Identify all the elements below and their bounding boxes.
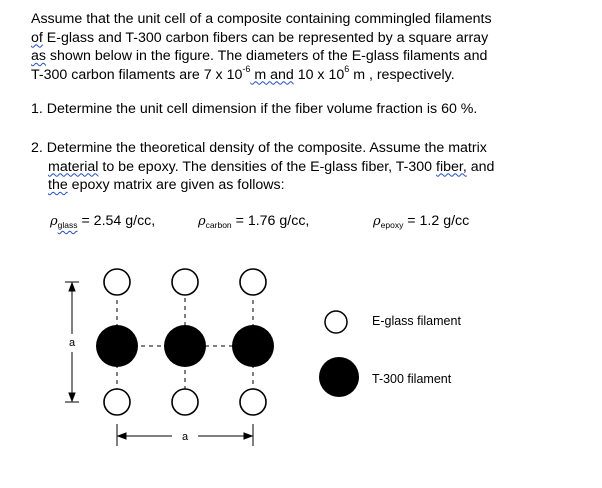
t300-filament	[96, 325, 138, 367]
legend-eglass-marker	[325, 311, 347, 333]
intro-line-3: shown below in the figure. The diameters of the E-glass filaments and	[45, 48, 488, 64]
question-2-text-1: Determine the theoretical density of the composite. Assume the matrix	[46, 140, 487, 156]
legend-eglass-label: E-glass filament	[372, 314, 461, 328]
intro-line-4a: T-300 carbon filaments are 7 x 10	[31, 66, 243, 83]
arrowhead-right-icon	[244, 433, 252, 439]
intro-word-as: as	[31, 48, 46, 64]
question-1-number: 1.	[31, 101, 43, 117]
question-1-text: Determine the unit cell dimension if the fiber volume fraction is 60 %.	[46, 101, 478, 117]
carbon-subscript: carbon	[205, 220, 232, 230]
rho-symbol: ρ	[50, 214, 58, 229]
glass-density-value: = 2.54 g/cc,	[81, 213, 156, 229]
intro-exponent-2: 6	[344, 63, 350, 74]
eglass-filament	[104, 269, 130, 295]
t300-filaments	[96, 325, 274, 367]
intro-m-and: m and	[250, 66, 294, 83]
question-2-text-2c: and	[466, 158, 495, 175]
intro-line-4c: m , respectively.	[349, 66, 455, 83]
question-2-word-material: material	[48, 158, 99, 175]
question-2-word-the: the	[48, 177, 68, 193]
epoxy-subscript: epoxy	[380, 220, 404, 230]
question-2-text-2: to be epoxy. The densities of the E-glass fiber, T-300	[98, 158, 437, 175]
legend-t300-label: T-300 filament	[372, 372, 452, 386]
intro-word-of: of	[31, 29, 43, 46]
intro-line-1: Assume that the unit cell of a composite containing commingled filaments	[31, 11, 492, 27]
rho-symbol: ρ	[198, 214, 206, 229]
question-2-text-3: epoxy matrix are given as follows:	[67, 177, 285, 193]
question-2-number: 2.	[31, 140, 43, 156]
t300-filament	[164, 325, 206, 367]
carbon-density-value: = 1.76 g/cc,	[235, 213, 310, 229]
eglass-filament	[240, 389, 266, 415]
eglass-filament	[240, 269, 266, 295]
eglass-filament	[172, 269, 198, 295]
arrowhead-left-icon	[118, 433, 126, 439]
epoxy-density-value: = 1.2 g/cc	[407, 213, 470, 229]
intro-line-2: E-glass and T-300 carbon fibers can be represented by a square array	[42, 29, 489, 46]
rho-symbol: ρ	[373, 214, 381, 229]
question-2-word-fiber: fiber,	[436, 158, 467, 175]
t300-filament	[232, 325, 274, 367]
eglass-filament	[172, 389, 198, 415]
horizontal-dimension-label: a	[181, 431, 189, 443]
intro-exponent-1: -6	[242, 63, 251, 74]
vertical-dimension-label: a	[68, 337, 76, 349]
arrowhead-down-icon	[69, 393, 75, 401]
intro-line-4b: 10 x 10	[293, 66, 345, 83]
eglass-filament	[104, 389, 130, 415]
legend-t300-marker	[319, 357, 359, 397]
arrowhead-up-icon	[69, 283, 75, 291]
glass-subscript: glass	[57, 220, 78, 230]
